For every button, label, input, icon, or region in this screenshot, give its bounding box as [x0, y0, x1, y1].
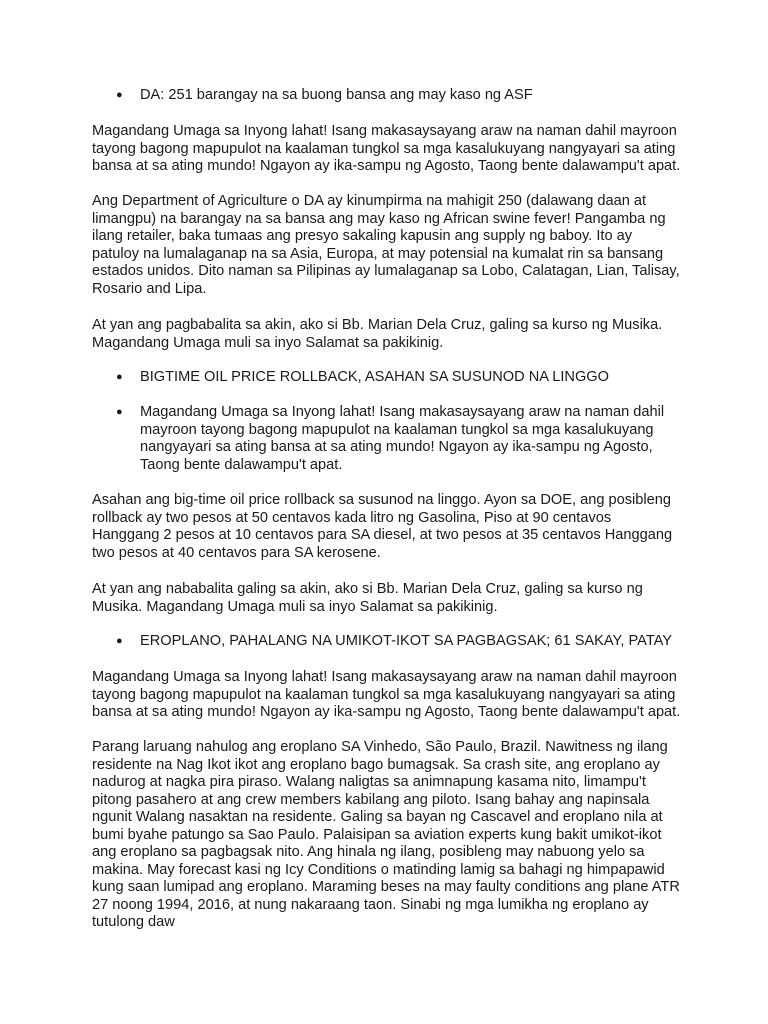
paragraph: At yan ang nababalita galing sa akin, ako si Bb. Marian Dela Cruz, galing sa kurso ng Musika. Magandang Umaga muli sa inyo Salamat sa pakikinig. [92, 581, 643, 615]
bullet-text: EROPLANO, PAHALANG NA UMIKOT-IKOT SA PAGBAGSAK; 61 SAKAY, PATAY [140, 633, 673, 649]
bullet-item [116, 404, 676, 474]
bullet-dot-icon: ● [116, 371, 123, 383]
paragraph: Asahan ang big-time oil price rollback sa susunod na linggo. Ayon sa DOE, ang posibleng rollback ay two pesos at 50 centavos kada litro ng Gasolina, Piso at 90 centavos Hanggang 2 pesos at 10 centavos para SA diesel, at two pesos at 35 centavos Hanggang two pesos at 40 centavos para SA kerosene. [92, 492, 673, 561]
paragraph: Magandang Umaga sa Inyong lahat! Isang makasaysayang araw na naman dahil mayroon tayong bagong mapupulot na kaalaman tungkol sa mga kasalukuyang nangyayari sa ating bansa at sa ating mundo! Ngayon ay ika-sampu ng Agosto, Taong bente dalawampu't apat. [92, 123, 681, 174]
paragraph: Ang Department of Agriculture o DA ay kinumpirma na mahigit 250 (dalawang daan at limangpu) na barangay na sa bansa ang may kaso ng African swine fever! Pangamba ng ilang retailer, baka tumaas ang presyo sakaling kapusin ang supply ng baboy. Ito ay patuloy na lumalaganap na sa Asia, Europa, at may potensial na kumalat rin sa bansang estados unidos. Dito naman sa Pilipinas ay lumalaganap sa Lobo, Calatagan, Lian, Talisay, Rosario and Lipa. [92, 193, 680, 297]
paragraph: Magandang Umaga sa Inyong lahat! Isang makasaysayang araw na naman dahil mayroon tayong bagong mapupulot na kaalaman tungkol sa mga kasalukuyang nangyayari sa ating bansa at sa ating mundo! Ngayon ay ika-sampu ng Agosto, Taong bente dalawampu't apat. [92, 669, 681, 720]
bullet-dot-icon: ● [116, 89, 123, 101]
bullet-item [116, 87, 676, 105]
bullet-item [116, 369, 676, 387]
paragraph: Parang laruang nahulog ang eroplano SA Vinhedo, São Paulo, Brazil. Nawitness ng ilang residente na Nag Ikot ikot ang eroplano bago bumagsak. Sa crash site, ang eroplano ay nadurog at nagka pira piraso. Walang naligtas sa animnapung kasama nito, limampu't pitong pasahero at ang crew members kabilang ang piloto. Isang bahay ang napinsala ngunit Walang nasaktan na residente. Galing sa bayan ng Cascavel and eroplano nila at bumi byahe patungo sa Sao Paulo. Palaisipan sa aviation experts kung bakit umikot-ikot ang eroplano sa pagbagsak nito. Ang hinala ng ilang, posibleng may nabuong yelo sa makina. May forecast kasi ng Icy Conditions o matinding lamig sa bahagi ng himpapawid kung saan lumipad ang eroplano. Maraming beses na may faulty conditions ang plane ATR 27 noong 1994, 2016, at nung nakaraang taon. Sinabi ng mga lumikha ng eroplano ay tutulong daw [92, 739, 680, 930]
paragraph: At yan ang pagbabalita sa akin, ako si Bb. Marian Dela Cruz, galing sa kurso ng Musika. Magandang Umaga muli sa inyo Salamat sa pakikinig. [92, 317, 663, 351]
bullet-dot-icon: ● [116, 635, 123, 647]
bullet-text: Magandang Umaga sa Inyong lahat! Isang makasaysayang araw na naman dahil mayroon tayong bagong mapupulot na kaalaman tungkol sa mga kasalukuyang nangyayari sa ating bansa at sa ating mundo! Ngayon ay ika-sampu ng Agosto, Taong bente dalawampu't apat. [140, 404, 665, 473]
bullet-text: BIGTIME OIL PRICE ROLLBACK, ASAHAN SA SUSUNOD NA LINGGO [140, 369, 610, 385]
bullet-dot-icon: ● [116, 406, 123, 418]
bullet-text: DA: 251 barangay na sa buong bansa ang may kaso ng ASF [140, 87, 533, 103]
bullet-item [116, 633, 676, 651]
